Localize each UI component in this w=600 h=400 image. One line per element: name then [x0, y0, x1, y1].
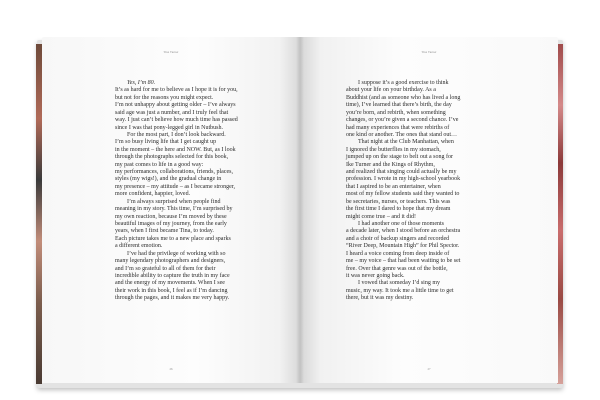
text-line: styles (my wigs!), and the gradual change in	[115, 176, 222, 183]
text-line: might come true – and it did!	[346, 213, 416, 220]
text-line: I’m so busy living life that I get caught up	[115, 139, 217, 146]
text-line: my presence – my attitude – as I became stronger,	[115, 183, 236, 190]
book-gutter	[296, 37, 304, 383]
right-running-head: Tina Turner	[421, 50, 437, 54]
text-line: since I was that pony-legged girl in Nutbush.	[115, 124, 223, 131]
text-line: changes, or you’re given a second chance. I’ve	[346, 117, 459, 124]
text-line: said age was just a number, and I truly feel that	[115, 109, 229, 116]
text-line: one kind or another. The ones that stand out…	[346, 131, 458, 138]
text-line: Each picture takes me to a new place and sparks	[115, 235, 231, 242]
text-line: my performances, collaborations, friends, places,	[115, 169, 233, 176]
text-line: about your life on your birthday. As a	[346, 87, 436, 94]
text-line: Yes, I’m 80.	[127, 80, 156, 86]
text-line: time), I’ve learned that there’s birth, the day	[346, 102, 452, 109]
text-line: a decade later, when I stood before an orchestra	[346, 228, 461, 235]
text-line: It’s as hard for me to believe as I hope it is for you,	[115, 87, 238, 94]
text-line: in the moment – the here and NOW. But, as I look	[115, 146, 236, 153]
text-line: and a choir of backup singers and recorded	[346, 235, 450, 242]
text-line: beautiful images of my journey, from the early	[115, 221, 227, 228]
text-line: profession. I wrote in my high-school yearbook	[346, 176, 461, 183]
left-page-number: 26	[169, 367, 173, 371]
text-line: jumped up on the stage to belt out a song for	[346, 154, 453, 161]
text-line: I ignored the butterflies in my stomach,	[346, 146, 441, 153]
text-line: meaning in my story. This time, I’m surprised by	[115, 206, 233, 213]
text-line: my past comes to life in a good way:	[115, 161, 204, 168]
text-line: a different emotion.	[115, 243, 163, 250]
left-page	[42, 37, 300, 383]
text-line: it was never going back.	[346, 272, 405, 279]
text-line: I’m not unhappy about getting older – I’ve always	[115, 102, 236, 109]
text-line: and I’m so grateful to all of them for their	[115, 265, 216, 272]
text-line: through the pages, and it makes me very happy.	[115, 295, 230, 302]
text-line: Buddhist (and as someone who has lived a long	[346, 94, 461, 101]
text-line: free. Over that genre was out of the bottle,	[346, 265, 448, 272]
text-line: I vowed that someday I’d sing my	[358, 280, 440, 287]
text-line: be secretaries, nurses, or teachers. This was	[346, 198, 451, 205]
text-line: through the photographs selected for this book,	[115, 154, 229, 161]
text-line: you’re born, and rebirth, when something	[346, 109, 446, 116]
text-line: my own reaction, because I’m moved by these	[115, 213, 227, 220]
right-page	[300, 37, 558, 383]
text-line: I’ve had the privilege of working with so	[127, 250, 226, 257]
text-line: and realized that singing could actually be my	[346, 169, 457, 176]
text-line: me – my voice – that had been waiting to be set	[346, 258, 461, 265]
text-line: Ike Turner and the Kings of Rhythm,	[346, 161, 435, 168]
text-line: That night at the Club Manhattan, when	[358, 139, 454, 146]
left-text-block	[115, 80, 265, 303]
text-line: their work in this book, I feel as if I’m dancing	[115, 287, 228, 294]
text-line: way. I just can’t believe how much time has passed	[115, 117, 238, 124]
text-line: many legendary photographers and designers,	[115, 258, 226, 265]
right-page-number: 27	[427, 367, 431, 371]
text-line: For the most part, I don’t look backward.	[127, 131, 226, 138]
text-line: that I aspired to be an entertainer, when	[346, 183, 441, 190]
left-running-head: Tina Turner	[163, 50, 179, 54]
text-line: had many experiences that were rebirths of	[346, 124, 450, 131]
text-line: years, when I first became Tina, to today.	[115, 228, 214, 235]
text-line: I’m always surprised when people find	[127, 198, 221, 205]
text-line: music, my way. It took me a little time to get	[346, 287, 454, 294]
text-line: there, but it was my destiny.	[346, 295, 414, 302]
text-line: the first time I dared to hope that my dream	[346, 206, 451, 213]
text-line: and the energy of my movements. When I see	[115, 280, 225, 287]
text-line: I had another one of those moments	[358, 221, 444, 228]
right-text-block	[346, 80, 496, 303]
text-line: but not for the reasons you might expect.	[115, 94, 214, 101]
text-line: incredible ability to capture the truth in my face	[115, 272, 230, 279]
text-line: more confident, happier, loved.	[115, 191, 191, 198]
text-line: most of my fellow students said they wanted to	[346, 191, 460, 198]
text-line: I heard a voice coming from deep inside of	[346, 250, 450, 257]
text-line: I suppose it’s a good exercise to think	[358, 80, 449, 86]
text-line: “River Deep, Mountain High” for Phil Spector.	[346, 243, 460, 250]
